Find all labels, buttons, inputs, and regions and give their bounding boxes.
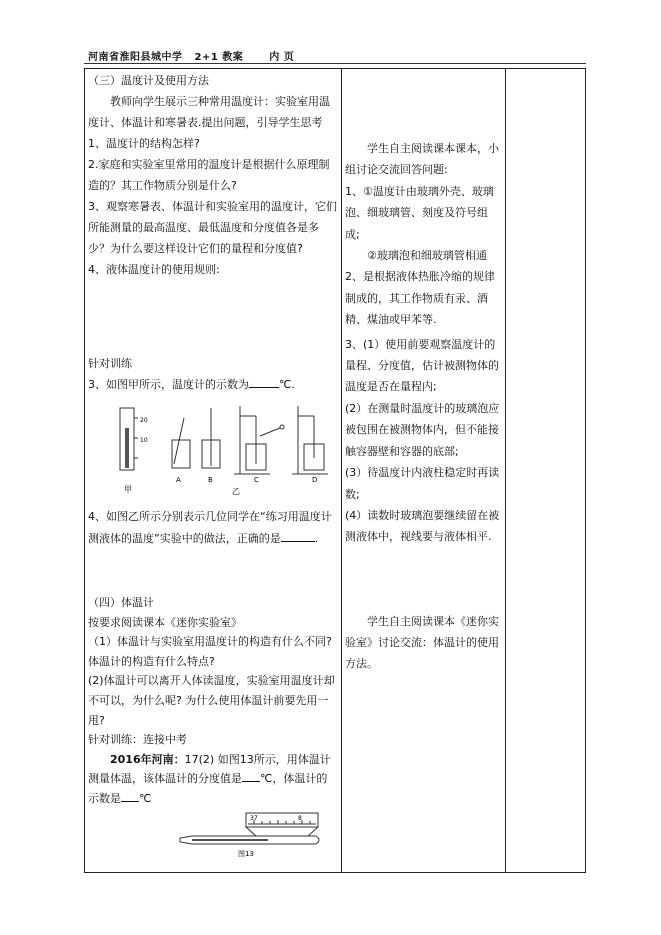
svg-text:20: 20: [140, 417, 148, 424]
exercise-3: 3、如图甲所示，温度计的示数为 ℃.: [88, 378, 295, 391]
beaker-label-a: A: [176, 476, 181, 484]
question-1: 1、温度计的结构怎样?: [88, 137, 200, 150]
student-column: [345, 138, 500, 548]
section4-title: （四）体温计: [88, 596, 154, 609]
student-answer-3-1: 3、(1）使用前要观察温度计的量程、分度值，估计被测物体的温度是否在量程内;: [345, 337, 499, 394]
section4-question-1: （1）体温计与实验室用温度计的构造有什么不同? 体温计的构造有什么特点?: [88, 635, 332, 668]
student-answer-3-4: (4）读数时玻璃泡要继续留在被测液体中，视线要与液体相平.: [345, 508, 500, 544]
header-rule: [84, 63, 586, 64]
svg-text:37: 37: [250, 815, 258, 822]
student-answer-3-2: (2）在测量时温度计的玻璃泡应被包围在被测物体内，但不能接触容器壁和容器的底部;: [345, 401, 500, 458]
question-2: 2.家庭和实验室里常用的温度计是根据什么原理制造的？其工作物质分别是什么?: [88, 158, 330, 192]
section3-title: （三）温度计及使用方法: [88, 74, 209, 87]
clinical-thermometer-figure: [176, 810, 326, 860]
fig13-label: 图13: [238, 850, 254, 858]
exam-question: 2016年河南：17(2) 如图13所示，用体温计测量体温，该体温计的分度值是 ℃，体温计的示数是 ℃: [88, 752, 331, 805]
student-column-part2: [345, 611, 500, 674]
section4-block: [88, 593, 338, 809]
exercise-4: 4、如图乙所示分别表示几位同学在“练习用温度计测液体的温度”实验中的做法，正确的是 .: [88, 510, 332, 545]
student-reading-task: 学生自主阅读课本《迷你实验室》讨论交流：体温计的使用方法。: [345, 615, 499, 670]
student-answer-1a: 1、①温度计由玻璃外壳、玻璃泡、细玻璃管、刻度及符号组成;: [345, 184, 494, 241]
column-divider-1: [341, 68, 342, 873]
exercise-4-block: [88, 506, 338, 550]
beakers: [172, 406, 328, 474]
thermometer-beaker-figure: [104, 398, 336, 498]
training-connect-exam: 针对训练：连接中考: [88, 733, 187, 747]
student-answer-2: 2、是根据液体热胀冷缩的规律制成的，其工作物质有汞、酒精、煤油或甲苯等.: [345, 270, 495, 327]
section3-intro: 教师向学生展示三种常用温度计：实验室用温度计、体温计和寒暑表.提出问题，引导学生思考: [88, 95, 330, 129]
column-divider-2: [505, 68, 506, 873]
section4-requirement: 按要求阅读课本《迷你实验室》: [88, 615, 242, 629]
student-answer-3-3: (3）待温度计内液柱稳定时再读数;: [345, 466, 500, 501]
beaker-label-c: C: [254, 476, 259, 484]
section4-question-2: (2)体温计可以离开人体读温度，实验室用温度计却不可以，为什么呢? 为什么使用体温计前要先用一甩?: [88, 674, 335, 727]
page-label: 内 页: [269, 52, 295, 63]
student-answer-intro: 学生自主阅读课本课本，小组讨论交流回答问题:: [345, 142, 499, 177]
page-header: [88, 48, 583, 62]
thermometer-jia: [120, 408, 148, 470]
question-3: 3、观察寒暑表、体温计和实验室用的温度计，它们所能测量的最高温度、最低温度和分度值各是多少？为什么要这样设计它们的量程和分度值?: [88, 200, 337, 255]
beaker-label-d: D: [312, 476, 318, 484]
fig-label-jia: 甲: [124, 485, 132, 494]
training-block: [88, 353, 338, 395]
beaker-label-b: B: [208, 476, 213, 484]
training-label: 针对训练: [88, 357, 132, 370]
student-answer-1b: ②玻璃泡和细玻璃管相通: [367, 249, 487, 263]
svg-text:8: 8: [298, 815, 302, 822]
question-4: 4、液体温度计的使用规则:: [88, 263, 220, 276]
plan-label: 2+1 教案: [194, 52, 244, 63]
teacher-column: [88, 70, 338, 280]
svg-text:10: 10: [140, 437, 148, 444]
fig-label-yi: 乙: [232, 487, 240, 496]
school-name: 河南省淮阳县城中学: [88, 52, 183, 63]
